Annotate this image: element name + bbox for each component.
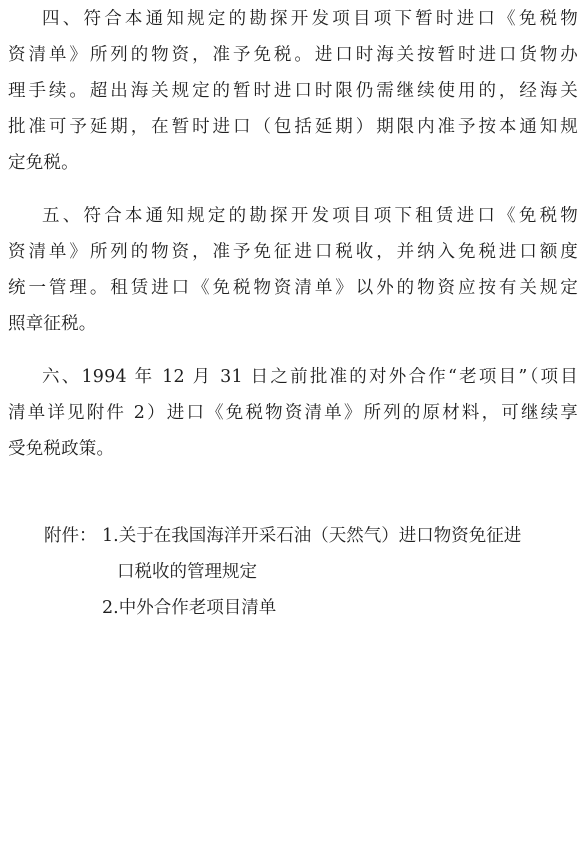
paragraph-line: 五、符合本通知规定的勘探开发项目项下租赁进口《免税物 [42,206,578,226]
paragraph-line: 资清单》所列的物资，准予免征进口税收，并纳入免税进口额度 [8,242,578,262]
paragraph-line: 受免税政策。 [8,439,115,459]
paragraph-6 [8,359,578,467]
paragraph-line: 资清单》所列的物资，准予免税。进口时海关按暂时进口货物办 [8,45,578,65]
attachments-label: 附件： [44,526,97,546]
attachment-item-1-line-1: 1.关于在我国海洋开采石油（天然气）进口物资免征进 [102,526,522,546]
paragraph-line: 六、1994 年 12 月 31 日之前批准的对外合作“老项目”（项目 [42,367,578,387]
attachment-item-2: 2.中外合作老项目清单 [102,598,277,618]
attachments-section [44,518,580,626]
paragraph-line: 照章征税。 [8,314,97,334]
paragraph-line: 理手续。超出海关规定的暂时进口时限仍需继续使用的，经海关 [8,81,578,101]
attachment-row-1-continuation [44,554,580,590]
paragraph-5 [8,198,578,342]
paragraph-line: 四、符合本通知规定的勘探开发项目项下暂时进口《免税物 [42,9,578,29]
paragraph-line: 定免税。 [8,153,79,173]
attachment-row-2 [44,590,580,626]
paragraph-line: 批准可予延期，在暂时进口（包括延期）期限内准予按本通知规 [8,117,578,137]
paragraph-line: 清单详见附件 2）进口《免税物资清单》所列的原材料，可继续享 [8,403,578,423]
paragraph-line: 统一管理。租赁进口《免税物资清单》以外的物资应按有关规定 [8,278,578,298]
attachment-item-1-line-2: 口税收的管理规定 [117,562,257,582]
attachment-row-1 [44,518,580,554]
paragraph-4 [8,1,578,181]
